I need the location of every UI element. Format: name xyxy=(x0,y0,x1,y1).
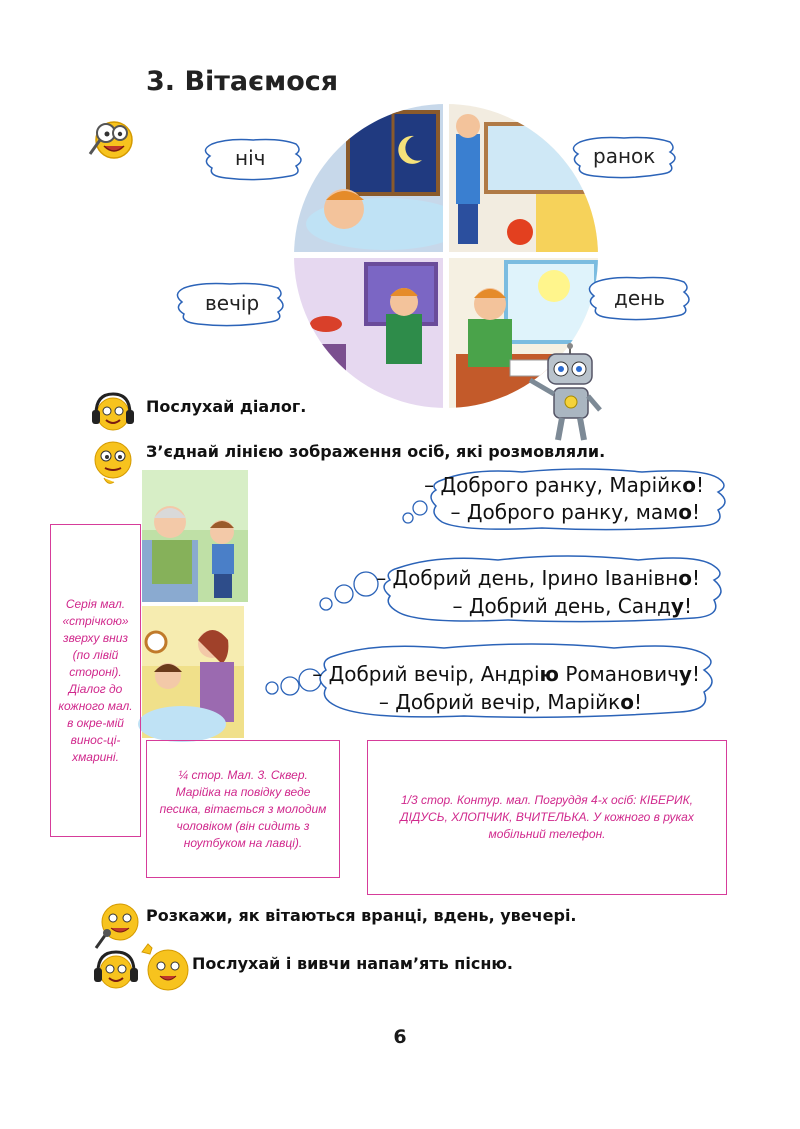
headphones-smiley-icon-2 xyxy=(92,946,140,990)
night-label: ніч xyxy=(235,146,266,170)
instruction-tell: Розкажи, як вітаються вранці, вдень, увечері. xyxy=(146,906,577,925)
instruction-song: Послухай і вивчи напам’ять пісню. xyxy=(192,954,513,973)
dialog-day-line1: – Добрий день, Ірино Іванівно! xyxy=(376,566,700,590)
note-left: Серія мал. «стрічкою» зверху вниз (по лівій стороні). Діалог до кожного мал. в окре-мій винос-ці-хмарині. xyxy=(50,524,141,837)
dialog-morning-line1: – Доброго ранку, Марійко! xyxy=(424,473,704,497)
morning-label: ранок xyxy=(593,144,656,168)
mom-girl-picture xyxy=(142,606,244,738)
page-title: 3. Вітаємося xyxy=(146,66,339,97)
dialog-day-line2: – Добрий день, Санду! xyxy=(452,594,692,618)
magnifier-smiley-icon xyxy=(86,116,138,162)
page-number: 6 xyxy=(393,1026,407,1048)
grandma-boy-picture xyxy=(142,470,248,602)
thumbs-up-smiley-icon xyxy=(138,942,192,994)
evening-label: вечір xyxy=(205,291,260,315)
instruction-connect: З’єднай лінією зображення осіб, які розмовляли. xyxy=(146,442,606,461)
note-middle: ¼ стор. Мал. 3. Сквер. Марійка на повідку веде песика, вітається з молодим чоловіком (він сидить з ноутбуком на лавці). xyxy=(146,740,340,878)
note-right: 1/3 стор. Контур. мал. Погруддя 4-х осіб: КІБЕРИК, ДІДУСЬ, ХЛОПЧИК, ВЧИТЕЛЬКА. У кожного в руках мобільний телефон. xyxy=(367,740,727,895)
dialog-evening-line2: – Добрий вечір, Марійко! xyxy=(378,690,642,714)
robot-kiberyk-icon xyxy=(518,344,608,444)
thinking-smiley-icon xyxy=(90,438,136,488)
dialog-evening-line1: – Добрий вечір, Андрію Романовичу! xyxy=(312,662,700,686)
microphone-smiley-icon xyxy=(92,898,144,952)
instruction-listen-dialog: Послухай діалог. xyxy=(146,397,307,416)
day-label: день xyxy=(614,286,665,310)
headphones-smiley-icon xyxy=(90,390,136,432)
dialog-morning-line2: – Доброго ранку, мамо! xyxy=(450,500,700,524)
